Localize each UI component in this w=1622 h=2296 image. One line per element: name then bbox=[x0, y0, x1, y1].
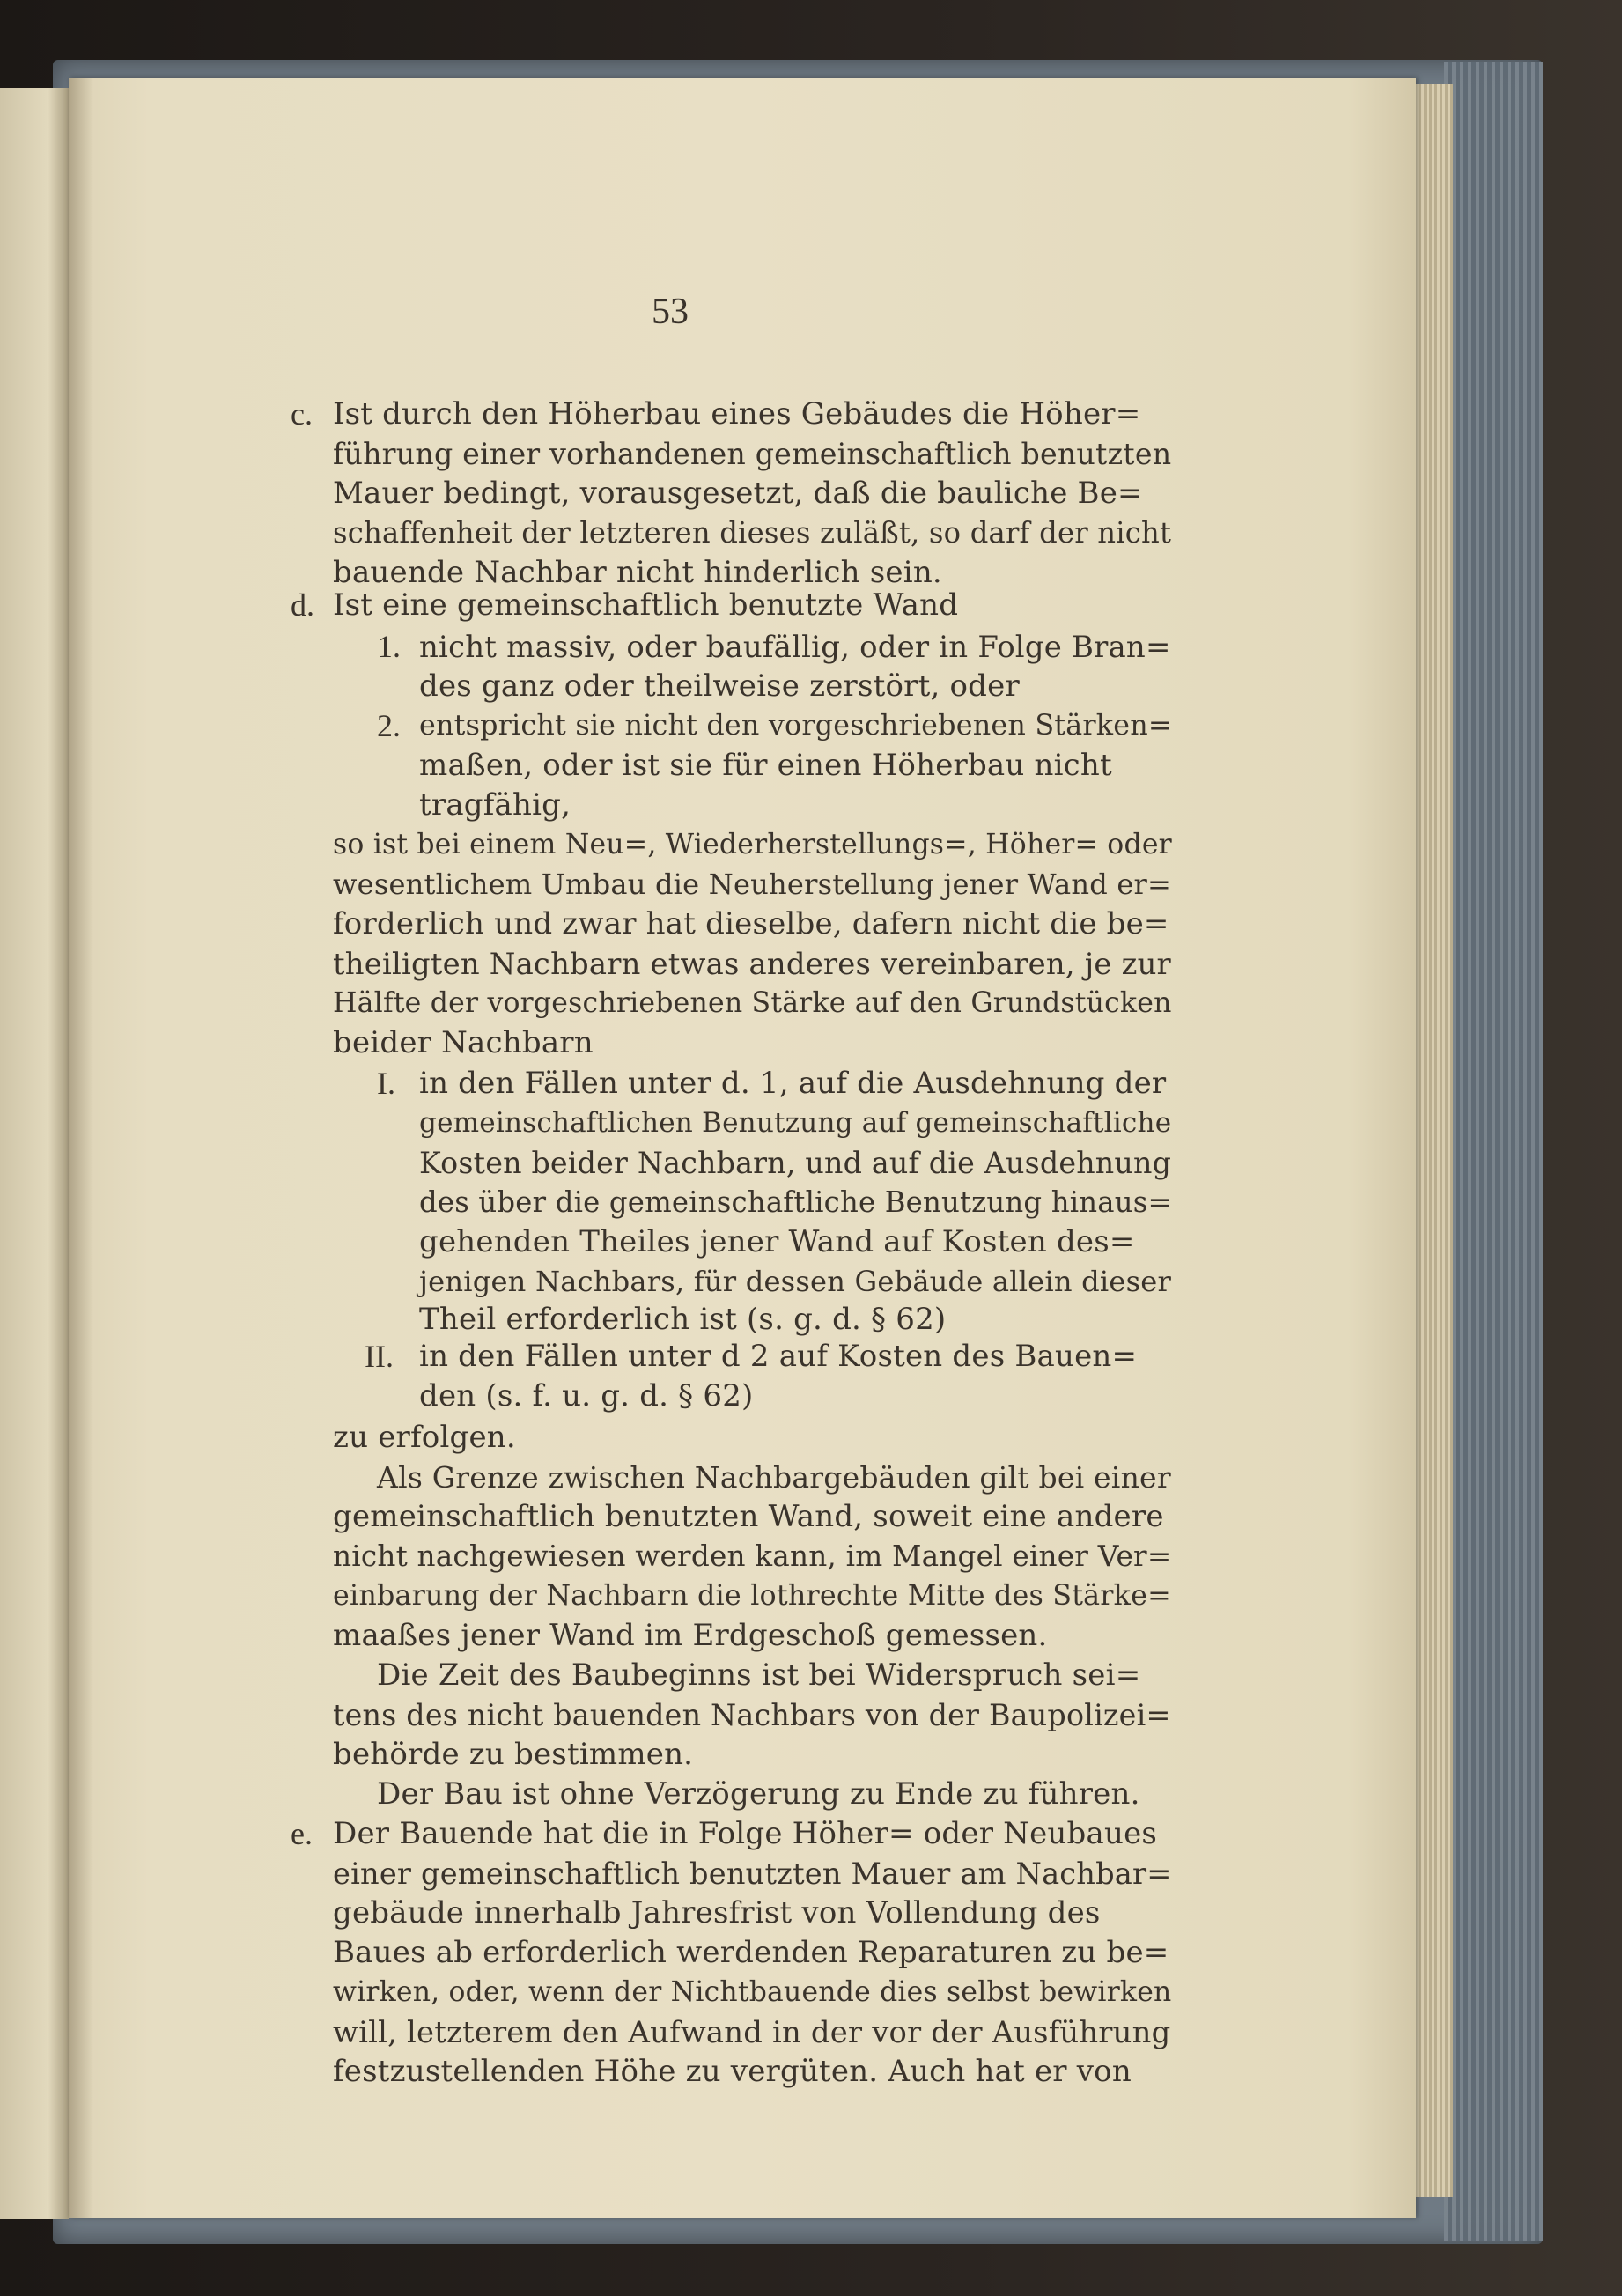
text-line: nicht nachgewiesen werden kann, im Mangel einer Ver= bbox=[333, 1539, 1172, 1573]
text-line: Mauer bedingt, vorausgesetzt, daß die bauliche Be= bbox=[333, 476, 1143, 511]
text-line: forderlich und zwar hat dieselbe, dafern nicht die be= bbox=[333, 906, 1169, 941]
text-line: den (s. f. u. g. d. § 62) bbox=[419, 1378, 754, 1414]
text-line: maaßes jener Wand im Erdgeschoß gemessen. bbox=[333, 1618, 1048, 1653]
text-line: will, letzterem den Aufwand in der vor der Ausführung bbox=[333, 2015, 1171, 2049]
text-line: Ist durch den Höherbau eines Gebäudes die Höher= bbox=[333, 396, 1141, 432]
text-line: in den Fällen unter d 2 auf Kosten des Bauen= bbox=[419, 1339, 1138, 1374]
section-label-e: e. bbox=[291, 1816, 313, 1851]
text-line: Der Bauende hat die in Folge Höher= oder Neubaues bbox=[333, 1816, 1158, 1851]
text-line: theiligten Nachbarn etwas anderes vereinbaren, je zur bbox=[333, 947, 1171, 981]
text-line: entspricht sie nicht den vorgeschriebenen Stärken= bbox=[419, 710, 1172, 742]
text-line: behörde zu bestimmen. bbox=[333, 1737, 694, 1772]
text-line: führung einer vorhandenen gemeinschaftlich benutzten bbox=[333, 437, 1172, 471]
text-line: Baues ab erforderlich werdenden Reparaturen zu be= bbox=[333, 1935, 1169, 1970]
text-line: Kosten beider Nachbarn, und auf die Ausdehnung bbox=[419, 1146, 1172, 1180]
text-line: wesentlichem Umbau die Neuherstellung jener Wand er= bbox=[333, 867, 1172, 901]
text-line: des über die gemeinschaftliche Benutzung hinaus= bbox=[419, 1185, 1172, 1219]
text-line: einbarung der Nachbarn die lothrechte Mitte des Stärke= bbox=[333, 1580, 1171, 1612]
text-line: tens des nicht bauenden Nachbars von der Baupolizei= bbox=[333, 1698, 1171, 1732]
text-line: gebäude innerhalb Jahresfrist von Vollendung des bbox=[333, 1895, 1101, 1931]
item-label-1: 1. bbox=[377, 629, 401, 664]
text-line: so ist bei einem Neu=, Wiederherstellungs=, Höher= oder bbox=[333, 829, 1172, 860]
section-label-d: d. bbox=[291, 587, 314, 623]
text-line: nicht massiv, oder baufällig, oder in Folge Bran= bbox=[419, 630, 1171, 664]
item-label-I: I. bbox=[377, 1066, 395, 1101]
text-line: in den Fällen unter d. 1, auf die Ausdehnung der bbox=[419, 1066, 1167, 1101]
item-label-2: 2. bbox=[377, 708, 401, 743]
text-line: Der Bau ist ohne Verzögerung zu Ende zu führen. bbox=[377, 1776, 1140, 1812]
text-line: beider Nachbarn bbox=[333, 1025, 594, 1060]
text-line: gemeinschaftlichen Benutzung auf gemeinschaftliche bbox=[419, 1107, 1172, 1139]
text-line: gehenden Theiles jener Wand auf Kosten des= bbox=[419, 1224, 1135, 1259]
text-line: gemeinschaftlich benutzten Wand, soweit eine andere bbox=[333, 1499, 1164, 1534]
item-label-II: II. bbox=[365, 1339, 394, 1374]
text-line: Ist eine gemeinschaftlich benutzte Wand bbox=[333, 587, 959, 623]
text-line: Hälfte der vorgeschriebenen Stärke auf den Grundstücken bbox=[333, 987, 1172, 1019]
text-line: des ganz oder theilweise zerstört, oder bbox=[419, 668, 1020, 704]
text-line: Theil erforderlich ist (s. g. d. § 62) bbox=[419, 1302, 947, 1337]
page-number: 53 bbox=[652, 292, 689, 332]
previous-page-edge bbox=[0, 88, 69, 2219]
text-line: bauende Nachbar nicht hinderlich sein. bbox=[333, 555, 942, 590]
text-line: wirken, oder, wenn der Nichtbauende dies selbst bewirken bbox=[333, 1976, 1172, 2008]
text-line: einer gemeinschaftlich benutzten Mauer am Nachbar= bbox=[333, 1857, 1172, 1891]
text-line: jenigen Nachbars, für dessen Gebäude allein dieser bbox=[419, 1265, 1172, 1298]
text-line: Die Zeit des Baubeginns ist bei Widerspruch sei= bbox=[377, 1657, 1141, 1693]
text-line: zu erfolgen. bbox=[333, 1420, 516, 1455]
section-label-c: c. bbox=[291, 396, 313, 432]
text-line: festzustellenden Höhe zu vergüten. Auch hat er von bbox=[333, 2054, 1132, 2089]
text-line: tragfähig, bbox=[419, 787, 571, 823]
text-line: schaffenheit der letzteren dieses zuläßt, so darf der nicht bbox=[333, 516, 1172, 550]
text-line: maßen, oder ist sie für einen Höherbau nicht bbox=[419, 748, 1112, 783]
text-line: Als Grenze zwischen Nachbargebäuden gilt bei einer bbox=[377, 1460, 1171, 1495]
page-gutter-shadow bbox=[69, 78, 93, 2218]
book-cover-edge bbox=[1444, 62, 1543, 2241]
